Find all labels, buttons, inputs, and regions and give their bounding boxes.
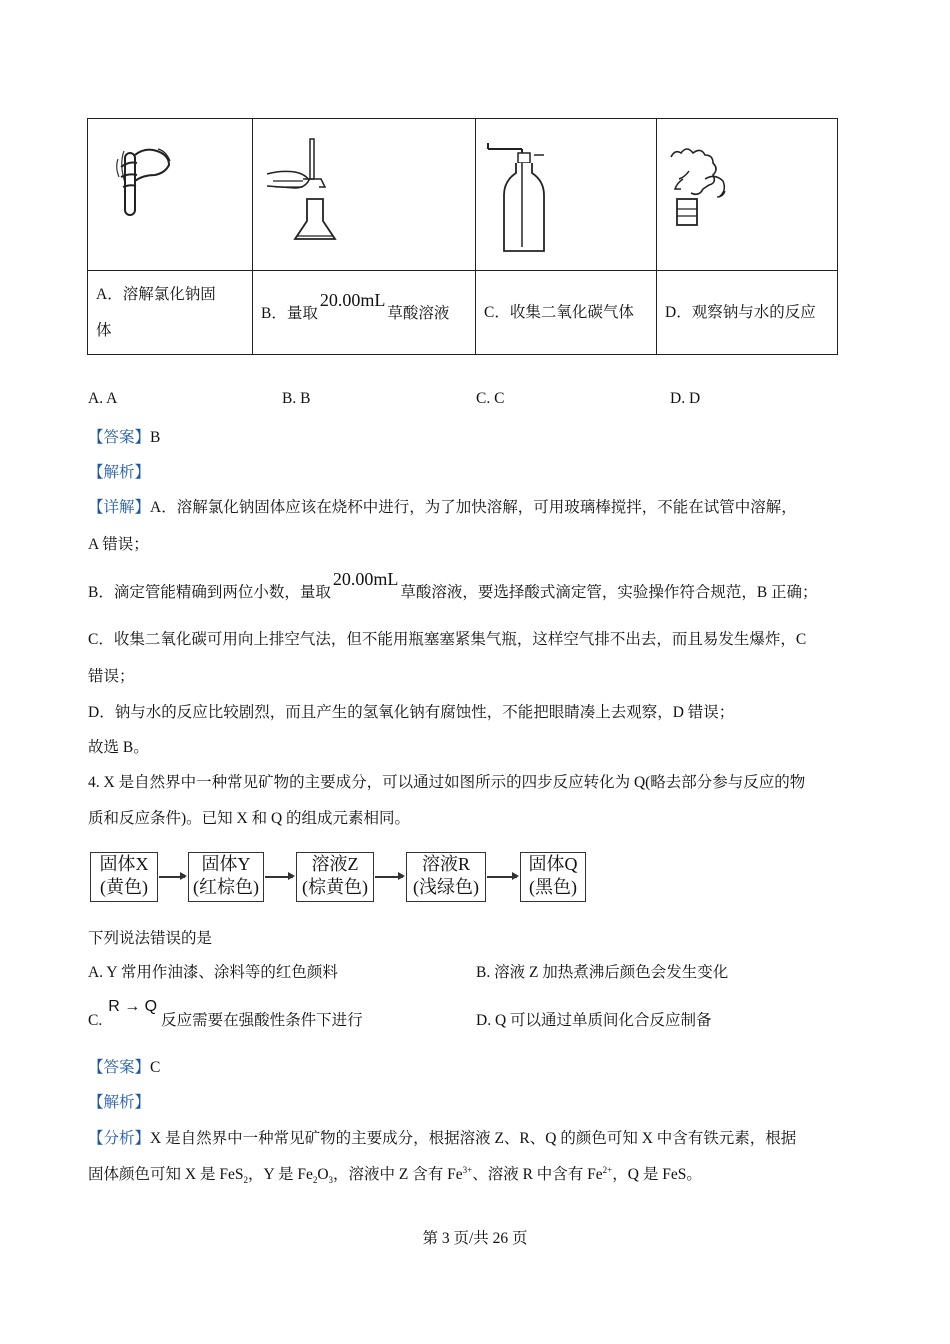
q3-answer: 【答案】B bbox=[88, 429, 161, 446]
caption-d: D．观察钠与水的反应 bbox=[657, 271, 838, 355]
q4-analysis-label: 【解析】 bbox=[88, 1094, 151, 1111]
flow-arrow bbox=[159, 876, 185, 878]
option-d: D. D bbox=[670, 390, 701, 407]
flow-arrow bbox=[375, 876, 403, 878]
q3-detail-a2: A 错误； bbox=[88, 536, 149, 553]
q4-fenxi-1: 【分析】X 是自然界中一种常见矿物的主要成分，根据溶液 Z、R、Q 的颜色可知 X 中含有铁元素，根据 bbox=[88, 1130, 797, 1147]
q3-detail-d: D．钠与水的反应比较剧烈，而且产生的氢氧化钠有腐蚀性，不能把眼睛凑上去观察，D 错误； bbox=[88, 704, 735, 721]
q3-detail-a1: 【详解】A．溶解氯化钠固体应该在烧杯中进行，为了加快溶解，可用玻璃棒搅拌，不能在试管中溶解， bbox=[88, 499, 797, 516]
q4-option-c: C.R → Q反应需要在强酸性条件下进行 bbox=[88, 998, 363, 1029]
caption-b: B．量取20.00mL草酸溶液 bbox=[253, 271, 476, 355]
q4-question: 下列说法错误的是 bbox=[88, 930, 213, 947]
q4-answer: 【答案】C bbox=[88, 1059, 161, 1076]
q3-analysis-label: 【解析】 bbox=[88, 464, 151, 481]
caption-c: C．收集二氧化碳气体 bbox=[476, 271, 657, 355]
q3-detail-c1: C．收集二氧化碳可用向上排空气法，但不能用瓶塞塞紧集气瓶，这样空气排不出去，而且易发生爆炸，C bbox=[88, 631, 807, 648]
flow-box-x: 固体X (黄色) bbox=[90, 852, 158, 902]
q4-stem-2: 质和反应条件)。已知 X 和 Q 的组成元素相同。 bbox=[88, 810, 411, 827]
gas-collection-bottle-illustration bbox=[476, 119, 656, 265]
option-b: B. B bbox=[282, 390, 311, 407]
q4-option-d: D. Q 可以通过单质间化合反应制备 bbox=[476, 1012, 712, 1029]
caption-a: A．溶解氯化钠固 体 bbox=[88, 271, 253, 355]
flow-box-y: 固体Y (红棕色) bbox=[188, 852, 264, 902]
q3-detail-b: B．滴定管能精确到两位小数，量取20.00mL草酸溶液，要选择酸式滴定管，实验操作符合规范，B 正确； bbox=[88, 569, 818, 601]
q4-stem-1: 4. X 是自然界中一种常见矿物的主要成分，可以通过如图所示的四步反应转化为 Q(略去部分参与反应的物 bbox=[88, 774, 806, 791]
q3-conclusion: 故选 B。 bbox=[88, 739, 149, 756]
q4-fenxi-2: 固体颜色可知 X 是 FeS$_2$，Y 是 $Fe_2O_3$，溶液中 Z 含有 $Fe^{3+}$、溶液 R 中含有 $Fe^{2+}$，Q 是 FeS。 bbox=[88, 1164, 702, 1186]
flow-box-z: 溶液Z (棕黄色) bbox=[296, 852, 374, 902]
options-table bbox=[87, 118, 838, 355]
q3-detail-c2: 错误； bbox=[88, 668, 135, 685]
option-a: A. A bbox=[88, 390, 118, 407]
conversion-flow-diagram bbox=[90, 852, 590, 904]
page-footer: 第 3 页/共 26 页 bbox=[422, 1230, 528, 1247]
flow-arrow bbox=[487, 876, 517, 878]
flow-arrow bbox=[265, 876, 293, 878]
image-cell-b bbox=[253, 119, 476, 271]
image-cell-c bbox=[476, 119, 657, 271]
flow-box-q: 固体Q (黑色) bbox=[520, 852, 586, 902]
observe-sodium-water-illustration bbox=[657, 119, 837, 265]
flow-box-r: 溶液R (浅绿色) bbox=[406, 852, 486, 902]
image-cell-a bbox=[88, 119, 253, 271]
q4-option-a: A. Y 常用作油漆、涂料等的红色颜料 bbox=[88, 964, 338, 981]
image-cell-d bbox=[657, 119, 838, 271]
burette-flask-illustration bbox=[253, 119, 475, 265]
test-tube-dissolving-illustration bbox=[88, 119, 252, 265]
option-c: C. C bbox=[476, 390, 505, 407]
q4-option-b: B. 溶液 Z 加热煮沸后颜色会发生变化 bbox=[476, 964, 729, 981]
